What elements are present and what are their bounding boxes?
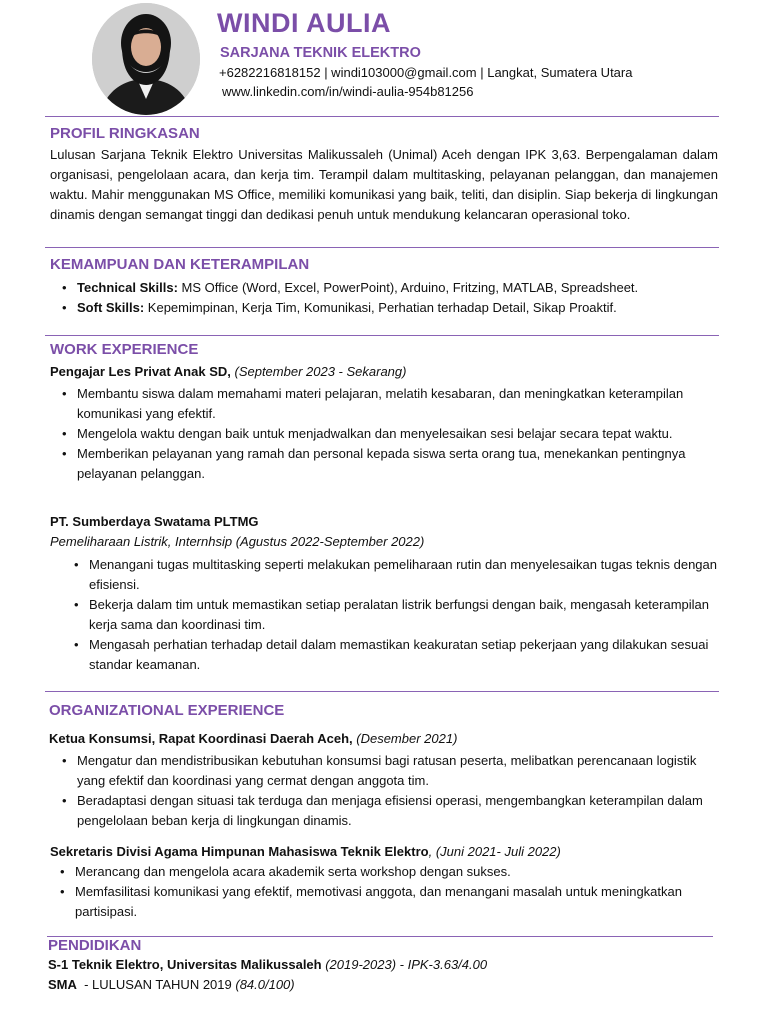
education-row: S-1 Teknik Elektro, Universitas Malikussaleh (2019-2023) - IPK-3.63/4.00	[48, 957, 488, 972]
list-item: • Mengatur dan mendistribusikan kebutuhan konsumsi bagi ratusan peserta, melibatkan perencanaan logistik yang efektif dan koordinasi yang cermat dengan anggota tim.	[50, 751, 720, 791]
list-item: • Mengasah perhatian terhadap detail dalam memastikan keakuratan setiap pekerjaan yang dilakukan sesuai standar keamanan.	[62, 635, 732, 675]
list-item: • Memfasilitasi komunikasi yang efektif, memotivasi anggota, dan menangani masalah untuk meningkatkan partisipasi.	[48, 882, 688, 922]
list-item: • Membantu siswa dalam memahami materi pelajaran, melatih kesabaran, dan meningkatkan keterampilan komunikasi yang efektif.	[50, 384, 690, 424]
candidate-name: WINDI AULIA	[217, 8, 391, 38]
org-role: Ketua Konsumsi, Rapat Koordinasi Daerah Aceh,	[49, 731, 353, 746]
job-role: Pengajar Les Privat Anak SD,	[50, 364, 231, 379]
skill-label: Technical Skills:	[77, 280, 178, 295]
skill-value: MS Office (Word, Excel, PowerPoint), Arduino, Fritzing, MATLAB, Spreadsheet.	[177, 280, 639, 295]
list-item	[50, 298, 730, 318]
list-item	[50, 278, 730, 298]
linkedin-link[interactable]: www.linkedin.com/in/windi-aulia-954b81256	[222, 84, 474, 99]
job-title	[50, 362, 406, 382]
skill-label: Soft Skills:	[77, 300, 145, 315]
org-title	[50, 842, 561, 862]
job-bullets	[50, 384, 690, 484]
person-photo-icon	[92, 3, 200, 115]
org-title	[49, 729, 457, 749]
divider	[45, 247, 719, 248]
skills-heading: KEMAMPUAN DAN KETERAMPILAN	[50, 256, 310, 273]
candidate-title: SARJANA TEKNIK ELEKTRO	[220, 45, 421, 61]
list-item: • Merancang dan mengelola acara akademik serta workshop dengan sukses.	[48, 862, 688, 882]
org-role: Sekretaris Divisi Agama Himpunan Mahasiswa Teknik Elektro	[50, 844, 429, 859]
list-item: • Menangani tugas multitasking seperti melakukan pemeliharaan rutin dan menyelesaikan tugas teknis dengan efisiensi.	[62, 555, 732, 595]
divider	[45, 691, 719, 692]
job-bullets	[62, 555, 732, 675]
list-item: • Mengelola waktu dengan baik untuk menjadwalkan dan menyelesaikan sesi belajar secara tepat waktu.	[50, 424, 690, 444]
profile-summary: Lulusan Sarjana Teknik Elektro Universitas Malikussaleh (Unimal) Aceh dengan IPK 3,63. Berpengalaman dalam organisasi, pengelolaan acara, dan kerja tim. Terampil dalam multitasking, pelayanan pelanggan, dan manajemen waktu. Mahir menggunakan MS Office, memiliki komunikasi yang baik, teliti, dan disiplin. Siap bekerja di lingkungan dinamis dengan semangat tinggi dan dedikasi penuh untuk mendukung kelancaran operasional toko.	[50, 147, 718, 222]
education-row: SMA - LULUSAN TAHUN 2019 (84.0/100)	[48, 977, 295, 992]
job-role: Pemeliharaan Listrik, Internhsip (Agustus 2022-September 2022)	[50, 534, 425, 549]
divider	[47, 936, 713, 937]
divider	[45, 335, 719, 336]
contact-line: +6282216818152 | windi103000@gmail.com | Langkat, Sumatera Utara	[219, 65, 633, 80]
org-period: (Desember 2021)	[352, 731, 458, 746]
job-period: (September 2023 - Sekarang)	[230, 364, 407, 379]
divider	[45, 116, 719, 117]
list-item: • Memberikan pelayanan yang ramah dan personal kepada siswa serta orang tua, menekankan pentingnya pelayanan pelanggan.	[50, 444, 690, 484]
org-period: , (Juni 2021- Juli 2022)	[428, 844, 561, 859]
work-heading: WORK EXPERIENCE	[50, 341, 199, 358]
company-name: PT. Sumberdaya Swatama PLTMG	[50, 514, 259, 529]
org-bullets	[48, 862, 688, 922]
profile-heading: PROFIL RINGKASAN	[50, 125, 200, 142]
org-heading: ORGANIZATIONAL EXPERIENCE	[49, 702, 285, 719]
education-heading: PENDIDIKAN	[48, 937, 142, 954]
skills-list	[50, 278, 730, 318]
skill-value: Kepemimpinan, Kerja Tim, Komunikasi, Perhatian terhadap Detail, Sikap Proaktif.	[144, 300, 617, 315]
list-item: • Beradaptasi dengan situasi tak terduga dan menjaga efisiensi operasi, mengembangkan keterampilan dalam pengelolaan beban kerja di lingkungan dinamis.	[50, 791, 720, 831]
profile-photo	[92, 3, 200, 115]
org-bullets	[50, 751, 720, 831]
list-item: • Bekerja dalam tim untuk memastikan setiap peralatan listrik berfungsi dengan baik, mengasah keterampilan kerja sama dan koordinasi tim.	[62, 595, 732, 635]
